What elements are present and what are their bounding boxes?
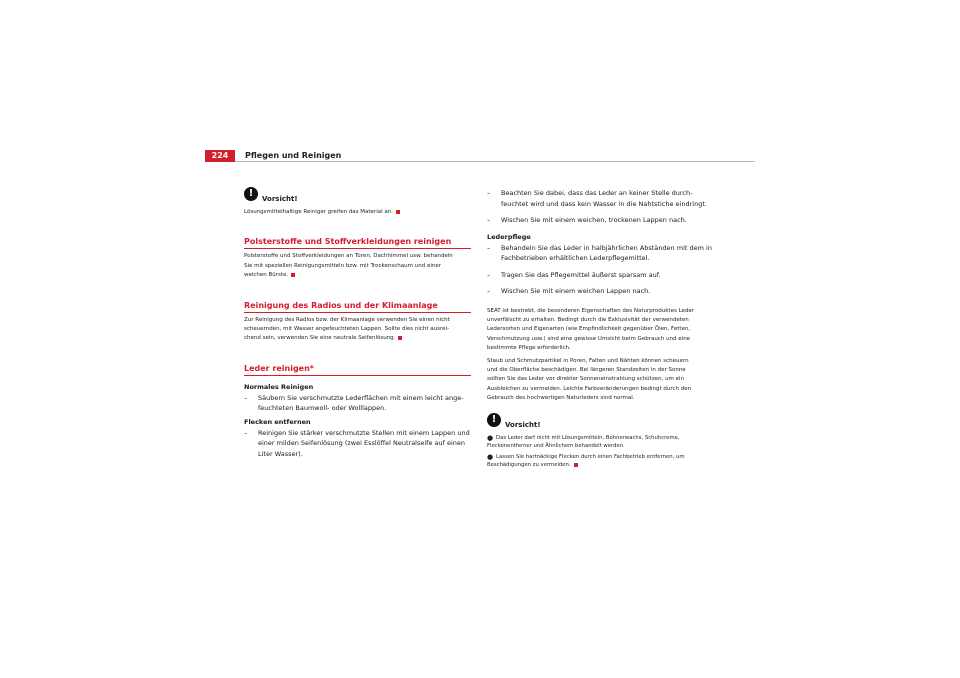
- step-stains: – Reinigen Sie stärker verschmutzte Stellen mit einem Lappen und einer milden Seifenlösung (zwei Esslöffel Neutralseife auf einen Liter Wasser).: [244, 428, 470, 458]
- step-apply-sparingly: – Tragen Sie das Pflegemittel äußerst sparsam auf.: [487, 270, 661, 279]
- left-column: [244, 190, 471, 459]
- radio-text: Zur Reinigung des Radios bzw. der Klimaanlage verwenden Sie einen nicht scheuernden, mit Wasser angefeuchteten Lappen. Sollte dies nicht ausrei- chend sein, verwenden Sie eine neutrale Seifenlösung.: [244, 316, 450, 342]
- end-square-icon: [574, 463, 578, 467]
- section-title-upholstery: Polsterstoffe und Stoffverkleidungen reinigen: [244, 236, 471, 249]
- caution-title: Vorsicht!: [505, 420, 541, 429]
- right-column: – Beachten Sie dabei, dass das Leder an keiner Stelle durch- feuchtet wird und dass kein Wasser in die Nahtstiche eindringt. – Wischen Sie mit einem weichen, trockenen Lappen nach. Lederpflege – Behandeln Sie das Leder in halbjährlichen Abständen mit dem in Fachbetrieben erhältlichen Lederpflegemittel. – Tragen Sie das Pflegemittel äußerst sparsam auf. – Wischen Sie mit einem weichen Lappen nach. SEAT ist bestrebt, die besonderen Eigenschaften des Naturproduktes Leder unverfälscht zu erhalten. Bedingt durch die Exklusivität der verwendeten Ledersorten und Eigenarten (wie Empfindlichkeit gegenüber Ölen, Fetten, Verschmutzung usw.) sind eine gewisse Umsicht beim Gebrauch und eine bestimmte Pflege erforderlich. Staub und Schmutzpartikel in Poren, Falten und Nähten können scheuern und die Oberfläche beschädigen. Bei längeren Standzeiten in der Sonne sollten Sie das Leder vor direkter Sonneneinstrahlung schützen, um ein Ausbleichen zu vermeiden. Leichte Farbveränderungen bedingt durch den Gebrauch des hochwertigen Naturleders sind normal. ! Vorsicht! ● Das Leder darf nicht mit Lösungsmitteln, Bohnerwachs, Schuhcreme, Fleckenentferner und Ähnlichem behandelt werden. ● Lassen Sie hartnäckige Flecken durch einen Fachbetrieb entfernen, um Beschädigungen zu vermeiden.: [487, 189, 712, 469]
- bullet-icon: ●: [487, 452, 494, 461]
- exclamation-circle-icon: !: [487, 413, 501, 427]
- caution-bullet: ● Das Leder darf nicht mit Lösungsmitteln, Bohnerwachs, Schuhcreme,: [487, 433, 680, 442]
- section-title-leather: Leder reinigen*: [244, 363, 471, 376]
- subtitle-normal-cleaning: Normales Reinigen: [244, 382, 314, 391]
- bullet-icon: ●: [487, 433, 494, 442]
- step-treat-leather: – Behandeln Sie das Leder in halbjährlichen Abständen mit dem in Fachbetrieben erhältlichen Lederpflegemittel.: [487, 243, 712, 262]
- subtitle-leather-care: Lederpflege: [487, 232, 531, 241]
- step-wipe-soft: – Wischen Sie mit einem weichen Lappen nach.: [487, 287, 651, 295]
- end-square-icon: [398, 336, 402, 340]
- end-square-icon: [396, 210, 400, 214]
- exclamation-circle-icon: !: [244, 187, 258, 201]
- section-title-radio: Reinigung des Radios und der Klimaanlage: [244, 300, 471, 313]
- caution-text: Lösungsmittelhaltige Reiniger greifen das Material an.: [244, 208, 471, 217]
- upholstery-text: Polsterstoffe und Stoffverkleidungen an Türen, Dachhimmel usw. behandeln Sie mit speziellen Reinigungsmitteln bzw. mit Trockenschaum und einer weichen Bürste.: [244, 253, 453, 279]
- step-normal-cleaning: – Säubern Sie verschmutzte Lederflächen mit einem leicht ange- feuchteten Baumwoll- oder Wolllappen.: [244, 393, 464, 413]
- paragraph-dust-sun: Staub und Schmutzpartikel in Poren, Falten und Nähten können scheuern und die Oberfläche beschädigen. Bei längeren Standzeiten in der Sonne sollten Sie das Leder vor direkter Sonneneinstrahlung schützen, um ein Ausbleichen zu vermeiden. Leichte Farbveränderungen bedingt durch den Gebrauch des hochwertigen Naturleders sind normal.: [487, 357, 692, 402]
- step-no-soaking: – Beachten Sie dabei, dass das Leder an keiner Stelle durch- feuchtet wird und dass kein Wasser in die Nahtstiche eindringt.: [487, 189, 707, 208]
- step-wipe-dry: – Wischen Sie mit einem weichen, trockenen Lappen nach.: [487, 216, 687, 224]
- running-head: Pflegen und Reinigen: [245, 151, 342, 160]
- end-square-icon: [291, 273, 295, 277]
- subtitle-stains: Flecken entfernen: [244, 417, 311, 426]
- caution-title: Vorsicht!: [262, 195, 298, 203]
- caution-bullet: ● Lassen Sie hartnäckige Flecken durch einen Fachbetrieb entfernen, um: [487, 452, 685, 461]
- paragraph-leather-properties: SEAT ist bestrebt, die besonderen Eigenschaften des Naturproduktes Leder unverfälscht zu erhalten. Bedingt durch die Exklusivität der verwendeten Ledersorten und Eigenarten (wie Empfindlichkeit gegenüber Ölen, Fetten, Verschmutzung usw.) sind eine gewisse Umsicht beim Gebrauch und eine bestimmte Pflege erforderlich.: [487, 307, 695, 352]
- page-number: 224: [205, 150, 235, 162]
- caution-heading: [244, 190, 471, 208]
- caution-heading: [487, 413, 713, 434]
